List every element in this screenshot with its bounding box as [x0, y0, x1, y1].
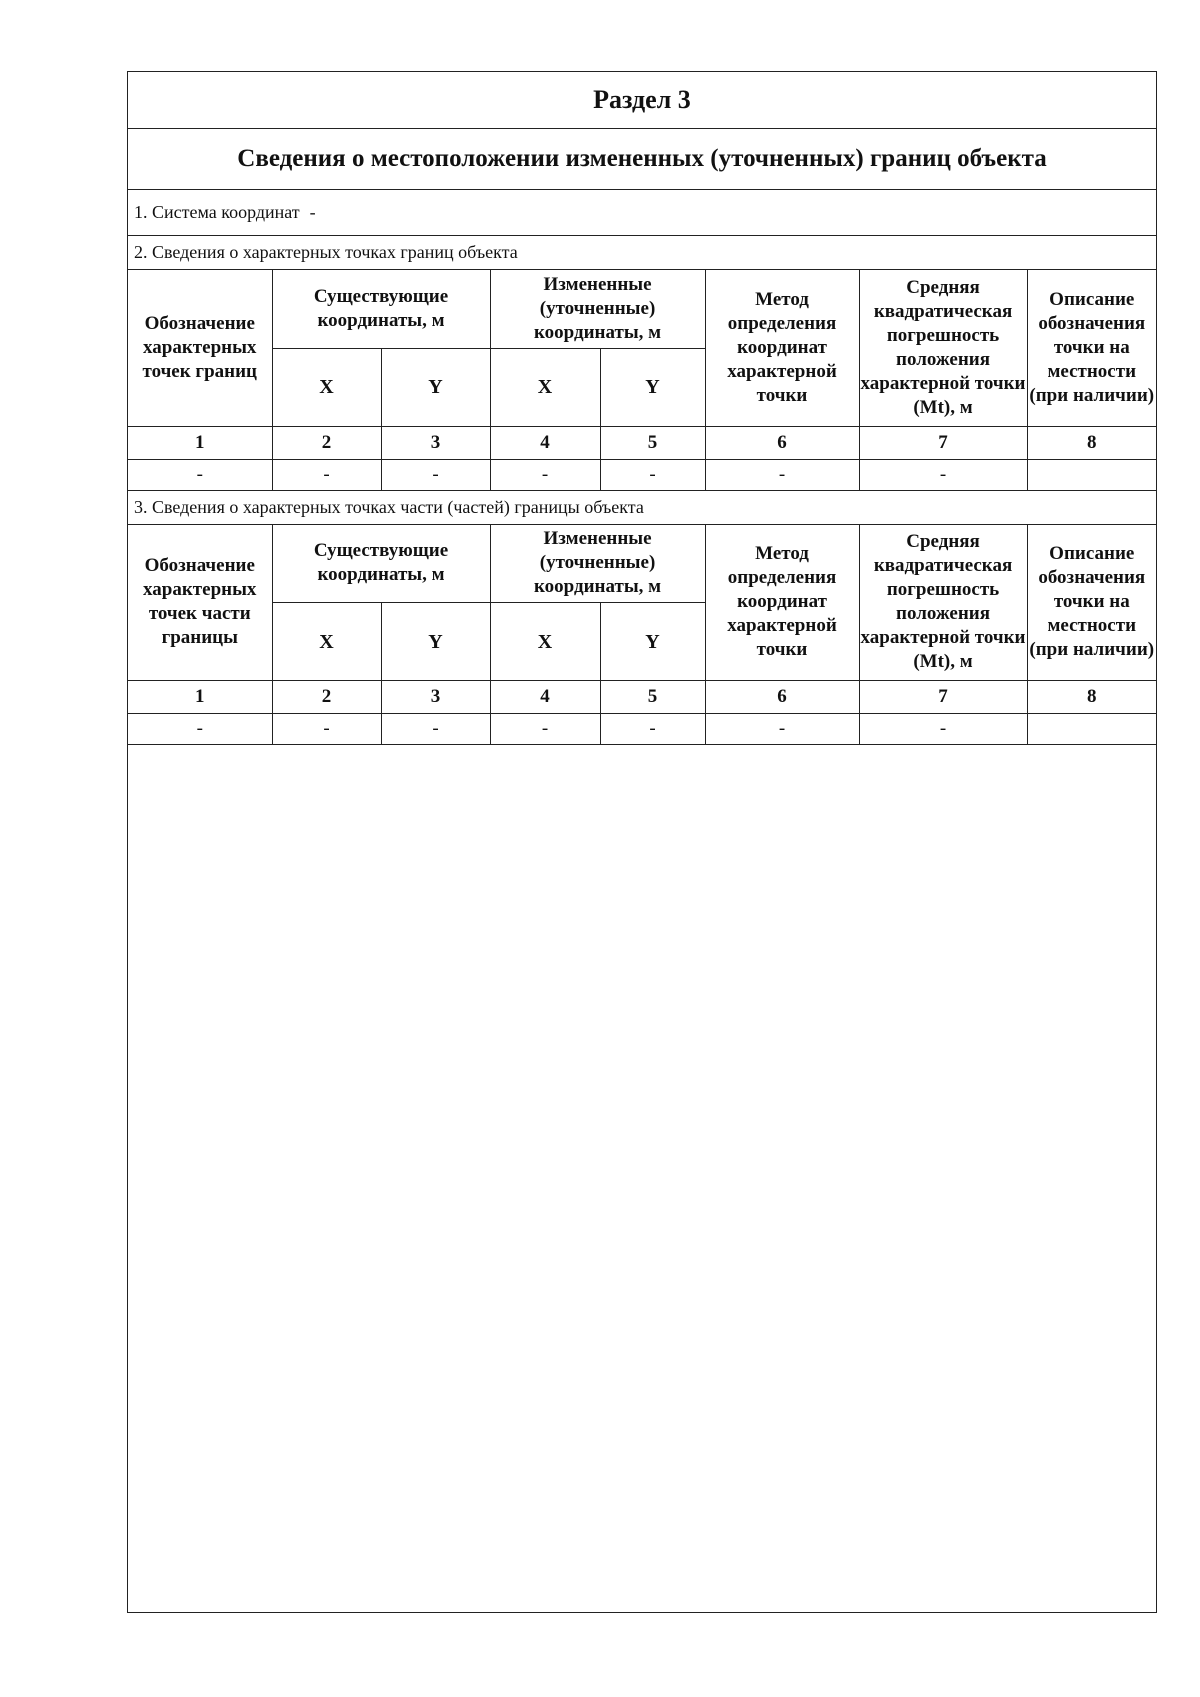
table-cell: - — [859, 459, 1027, 490]
table-cell: - — [381, 714, 490, 745]
header-method: Метод определения координат характерной точки — [705, 525, 859, 681]
header-point-designation: Обозначение характерных точек границ — [128, 270, 272, 426]
header-description: Описание обозначения точки на местности (при наличии) — [1027, 525, 1156, 681]
column-number: 8 — [1027, 426, 1156, 459]
table2-caption: 3. Сведения о характерных точках части (частей) границы объекта — [128, 491, 1156, 525]
table-cell: - — [272, 714, 381, 745]
table-cell: - — [128, 714, 272, 745]
table-row — [128, 714, 1156, 745]
table-cell: - — [600, 459, 705, 490]
part-boundary-points-table — [128, 525, 1156, 746]
header-x-existing: X — [272, 603, 381, 681]
header-changed-coords: Измененные (уточненные) координаты, м — [490, 525, 705, 603]
header-mean-error: Средняя квадратическая погрешность положения характерной точки (Mt), м — [859, 270, 1027, 426]
table-cell: - — [705, 459, 859, 490]
coord-system-label: 1. Система координат — [134, 202, 300, 222]
header-existing-coords: Существующие координаты, м — [272, 525, 490, 603]
table-cell: - — [272, 459, 381, 490]
header-changed-coords: Измененные (уточненные) координаты, м — [490, 270, 705, 348]
header-existing-coords: Существующие координаты, м — [272, 270, 490, 348]
table-cell — [1027, 714, 1156, 745]
column-number: 3 — [381, 426, 490, 459]
table-cell: - — [128, 459, 272, 490]
column-number: 7 — [859, 426, 1027, 459]
column-number: 4 — [490, 426, 600, 459]
section-subtitle: Сведения о местоположении измененных (уточненных) границ объекта — [128, 129, 1156, 190]
table-cell: - — [859, 714, 1027, 745]
table-cell: - — [705, 714, 859, 745]
column-number: 6 — [705, 681, 859, 714]
header-x-changed: X — [490, 348, 600, 426]
column-number: 3 — [381, 681, 490, 714]
column-number: 1 — [128, 426, 272, 459]
table-cell: - — [600, 714, 705, 745]
header-point-designation: Обозначение характерных точек части границы — [128, 525, 272, 681]
header-x-changed: X — [490, 603, 600, 681]
column-number: 2 — [272, 681, 381, 714]
column-number: 6 — [705, 426, 859, 459]
header-y-existing: Y — [381, 603, 490, 681]
table1-caption: 2. Сведения о характерных точках границ объекта — [128, 236, 1156, 270]
column-number: 5 — [600, 681, 705, 714]
coord-system-row — [128, 190, 1156, 236]
table-cell — [1027, 459, 1156, 490]
column-number: 5 — [600, 426, 705, 459]
header-y-changed: Y — [600, 348, 705, 426]
column-number: 4 — [490, 681, 600, 714]
table-cell: - — [490, 714, 600, 745]
table-cell: - — [490, 459, 600, 490]
header-y-existing: Y — [381, 348, 490, 426]
boundary-points-table — [128, 270, 1156, 491]
column-number: 2 — [272, 426, 381, 459]
column-number: 7 — [859, 681, 1027, 714]
header-description: Описание обозначения точки на местности (при наличии) — [1027, 270, 1156, 426]
document-frame — [127, 71, 1157, 1613]
header-x-existing: X — [272, 348, 381, 426]
column-number-row — [128, 426, 1156, 459]
table-row — [128, 459, 1156, 490]
coord-system-value: - — [309, 202, 316, 222]
table-cell: - — [381, 459, 490, 490]
header-mean-error: Средняя квадратическая погрешность положения характерной точки (Mt), м — [859, 525, 1027, 681]
header-y-changed: Y — [600, 603, 705, 681]
column-number: 8 — [1027, 681, 1156, 714]
column-number-row — [128, 681, 1156, 714]
header-method: Метод определения координат характерной точки — [705, 270, 859, 426]
section-title: Раздел 3 — [128, 72, 1156, 129]
column-number: 1 — [128, 681, 272, 714]
